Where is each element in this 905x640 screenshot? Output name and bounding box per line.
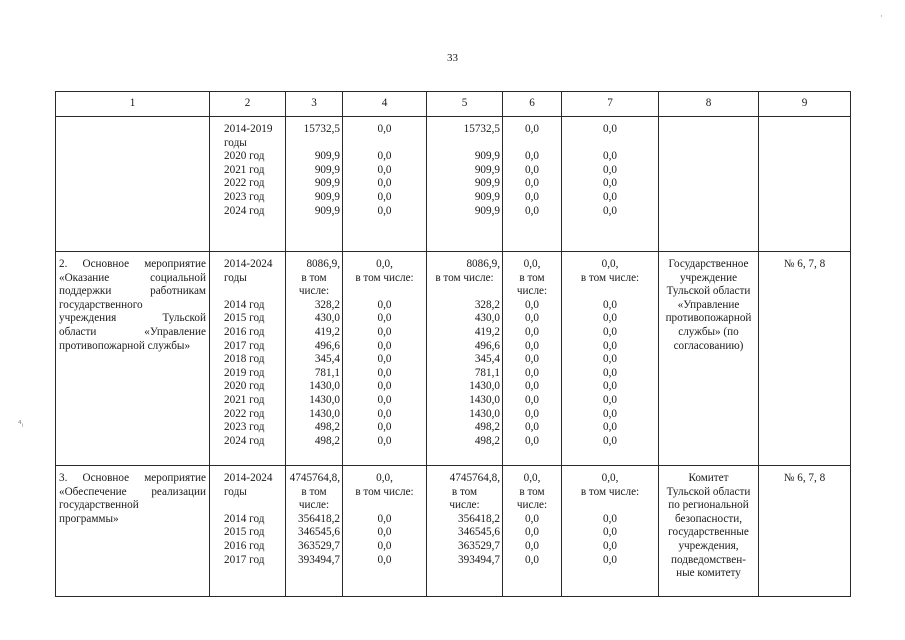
value: 0,0 — [377, 339, 392, 352]
cell-col6 — [503, 466, 562, 597]
spacer — [345, 499, 424, 513]
header-row — [56, 92, 851, 117]
value: 0,0 — [525, 366, 539, 379]
value: 0,0 — [603, 312, 617, 325]
value: 328,2 — [314, 298, 340, 311]
table-row — [56, 466, 851, 597]
total-caption: числе: — [298, 499, 330, 512]
total-caption: 4745764,8, — [449, 472, 500, 484]
value: 0,0 — [603, 366, 617, 379]
value: 393494,7 — [458, 553, 500, 566]
total-caption: 8086,9, — [466, 258, 500, 270]
executor-line: учреждение — [679, 271, 738, 284]
spacer — [224, 499, 281, 513]
value: 0,0 — [603, 512, 617, 525]
event-name-line: 3. Основное мероприятие — [59, 472, 206, 484]
cell-indicators — [759, 117, 851, 252]
spacer — [345, 137, 424, 151]
value: 909,9 — [474, 150, 500, 163]
value: 0,0 — [377, 353, 392, 366]
year-label: 2020 год — [224, 380, 265, 393]
value: 0,0 — [603, 553, 617, 566]
value: 909,9 — [474, 177, 500, 190]
header-col-8: 8 — [659, 92, 759, 117]
header-col-2: 2 — [210, 92, 286, 117]
executor-line: подведомствен- — [671, 553, 746, 566]
value: 496,6 — [314, 339, 340, 352]
event-name-line: государственной — [59, 499, 139, 512]
spacer — [345, 285, 424, 299]
value: 0,0 — [377, 204, 392, 217]
value: 0,0 — [377, 298, 392, 311]
cell-col4 — [343, 466, 427, 597]
value: 909,9 — [474, 163, 500, 176]
years-total-label: 2014-2024 — [224, 258, 273, 270]
value: 0,0 — [525, 407, 539, 420]
year-label: 2024 год — [224, 204, 265, 217]
value: 0,0 — [525, 380, 539, 393]
value: 0,0 — [377, 177, 392, 190]
executor-line: по региональной — [668, 499, 749, 512]
value: 498,2 — [474, 434, 500, 447]
value: 0,0 — [377, 421, 392, 434]
executor-line: Комитет — [688, 472, 729, 484]
value: 0,0 — [603, 421, 617, 434]
scan-mark: ⁴ᵢ — [18, 420, 24, 430]
cell-event-name — [56, 466, 210, 597]
executor-line: ные комитету — [676, 567, 741, 580]
value: 0,0 — [377, 393, 392, 406]
cell-executor — [659, 252, 759, 466]
value: 0,0 — [525, 298, 539, 311]
cell-col7 — [562, 252, 659, 466]
value: 363529,7 — [298, 539, 340, 552]
executor-line: безопасности, — [674, 512, 742, 525]
total-caption: 0,0, — [601, 258, 619, 270]
value: 0,0 — [525, 353, 539, 366]
value: 0,0 — [525, 434, 539, 447]
value: 430,0 — [314, 312, 340, 325]
value: 0,0 — [603, 339, 617, 352]
cell-col5 — [427, 252, 503, 466]
value: 0,0 — [603, 163, 617, 176]
value: 345,4 — [474, 353, 500, 366]
year-label: 2014 год — [224, 298, 265, 311]
value: 0,0 — [377, 434, 392, 447]
total-caption: в том числе: — [435, 271, 494, 284]
executor-line: службы» (по — [678, 325, 739, 338]
value: 781,1 — [474, 366, 500, 379]
year-label: 2018 год — [224, 353, 265, 366]
value: 1430,0 — [469, 407, 500, 420]
cell-executor — [659, 117, 759, 252]
value: 0,0 — [603, 393, 617, 406]
value: 909,9 — [474, 190, 500, 203]
spacer — [429, 285, 500, 299]
table-row — [56, 117, 851, 252]
year-label: 2021 год — [224, 393, 265, 406]
page-number: 33 — [447, 52, 458, 64]
table-row — [56, 252, 851, 466]
total-caption: в том — [519, 271, 545, 284]
spacer — [429, 137, 500, 151]
event-name-line: государственного — [59, 298, 143, 311]
value: 0,0 — [377, 407, 392, 420]
value: 419,2 — [314, 325, 340, 338]
value: 0,0 — [525, 539, 539, 552]
value: 0,0 — [377, 526, 392, 539]
executor-line: государственные — [668, 526, 749, 539]
value: 345,4 — [314, 353, 340, 366]
value: 0,0 — [603, 353, 617, 366]
event-name-line: противопожарной службы» — [59, 339, 191, 352]
event-name-line: учреждения Тульской — [59, 312, 206, 325]
year-label: 2024 год — [224, 434, 265, 447]
header-col-9: 9 — [759, 92, 851, 117]
spacer — [224, 285, 281, 299]
value: 15732,5 — [303, 123, 340, 135]
years-total-label: годы — [224, 485, 247, 498]
cell-col4 — [343, 117, 427, 252]
total-caption: в том — [301, 271, 327, 284]
event-name-line: «Обеспечение реализации — [59, 485, 206, 498]
value: 0,0 — [525, 312, 539, 325]
value: 0,0 — [377, 553, 392, 566]
value: 0,0 — [377, 325, 392, 338]
value: 0,0 — [603, 177, 617, 190]
value: 0,0 — [377, 312, 392, 325]
cell-col3 — [286, 466, 343, 597]
executor-line: Тульской области — [666, 285, 751, 298]
cell-executor — [659, 466, 759, 597]
cell-col4 — [343, 252, 427, 466]
cell-years — [210, 252, 286, 466]
year-label: 2022 год — [224, 177, 265, 190]
value: 0,0 — [377, 380, 392, 393]
total-caption: в том — [519, 485, 545, 498]
year-label: 2019 год — [224, 366, 265, 379]
cell-col5 — [427, 117, 503, 252]
total-caption: 0,0, — [523, 472, 541, 484]
cell-col3 — [286, 252, 343, 466]
value: 0,0 — [377, 190, 392, 203]
spacer — [564, 285, 656, 299]
event-name-line: поддержки работникам — [59, 285, 206, 298]
value: 430,0 — [474, 312, 500, 325]
value: 1430,0 — [469, 380, 500, 393]
value: 419,2 — [474, 325, 500, 338]
years-total-label: годы — [224, 271, 247, 284]
value: 0,0 — [525, 526, 539, 539]
value: 15732,5 — [463, 123, 500, 135]
total-caption: 4745764,8, — [289, 472, 340, 484]
program-table — [55, 91, 851, 597]
value: 0,0 — [525, 190, 539, 203]
year-label: 2014-2019 — [224, 123, 273, 135]
total-caption: 0,0, — [376, 258, 393, 270]
value: 1430,0 — [309, 407, 340, 420]
value: 0,0 — [525, 123, 539, 135]
value: 0,0 — [603, 526, 617, 539]
total-caption: в том — [451, 485, 478, 498]
cell-col6 — [503, 252, 562, 466]
header-col-1: 1 — [56, 92, 210, 117]
indicator-numbers: № 6, 7, 8 — [783, 472, 826, 484]
spacer — [564, 499, 656, 513]
value: 0,0 — [603, 204, 617, 217]
cell-col5 — [427, 466, 503, 597]
value: 1430,0 — [309, 393, 340, 406]
year-label: 2023 год — [224, 190, 265, 203]
cell-col6 — [503, 117, 562, 252]
value: 393494,7 — [298, 553, 340, 566]
value: 909,9 — [314, 190, 340, 203]
year-label: 2016 год — [224, 539, 265, 552]
value: 0,0 — [525, 163, 539, 176]
value: 0,0 — [377, 512, 392, 525]
total-caption: числе: — [449, 499, 480, 512]
year-label: 2022 год — [224, 407, 265, 420]
value: 0,0 — [377, 163, 392, 176]
header-col-3: 3 — [286, 92, 343, 117]
value: 0,0 — [603, 407, 617, 420]
years-total-label: 2014-2024 — [224, 472, 273, 484]
value: 0,0 — [603, 325, 617, 338]
year-label: 2016 год — [224, 325, 265, 338]
executor-line: «Управление — [677, 298, 740, 311]
value: 0,0 — [525, 325, 539, 338]
value: 346545,6 — [298, 526, 340, 539]
value: 1430,0 — [469, 393, 500, 406]
year-label: 2017 год — [224, 553, 265, 566]
value: 0,0 — [603, 150, 617, 163]
cell-indicators — [759, 466, 851, 597]
value: 909,9 — [314, 177, 340, 190]
total-caption: в том числе: — [580, 485, 640, 498]
year-label: 2015 год — [224, 312, 265, 325]
total-caption: в том числе: — [355, 271, 414, 284]
spacer — [288, 137, 340, 151]
executor-line: согласованию) — [673, 339, 744, 352]
value: 781,1 — [314, 366, 340, 379]
value: 0,0 — [525, 204, 539, 217]
spacer — [564, 137, 656, 151]
cell-years — [210, 117, 286, 252]
value: 1430,0 — [309, 380, 340, 393]
header-col-5: 5 — [427, 92, 503, 117]
event-name-line: «Оказание социальной — [59, 271, 206, 284]
value: 0,0 — [377, 150, 392, 163]
total-caption: 0,0, — [523, 258, 541, 270]
year-label: 2014 год — [224, 512, 265, 525]
year-label: 2023 год — [224, 421, 265, 434]
value: 0,0 — [377, 123, 392, 135]
value: 0,0 — [525, 421, 539, 434]
executor-line: Государственное — [668, 258, 749, 270]
cell-event-name — [56, 117, 210, 252]
executor-line: противопожарной — [665, 312, 752, 325]
scan-dot: · — [880, 12, 883, 22]
value: 909,9 — [474, 204, 500, 217]
value: 0,0 — [525, 177, 539, 190]
spacer — [505, 137, 559, 151]
total-caption: 0,0, — [376, 472, 393, 484]
year-label: 2017 год — [224, 339, 265, 352]
cell-col7 — [562, 117, 659, 252]
executor-line: Тульской области — [666, 485, 751, 498]
event-name-line: программы» — [59, 512, 119, 525]
event-name-line: области «Управление — [59, 325, 206, 338]
value: 0,0 — [525, 512, 539, 525]
value: 356418,2 — [458, 512, 500, 525]
year-label: 2015 год — [224, 526, 265, 539]
year-label: 2020 год — [224, 150, 265, 163]
value: 0,0 — [525, 150, 539, 163]
value: 498,2 — [474, 421, 500, 434]
cell-col7 — [562, 466, 659, 597]
value: 0,0 — [603, 190, 617, 203]
total-caption: числе: — [298, 285, 330, 298]
value: 909,9 — [314, 163, 340, 176]
total-caption: в том — [301, 485, 327, 498]
value: 328,2 — [474, 298, 500, 311]
value: 0,0 — [525, 553, 539, 566]
value: 0,0 — [525, 393, 539, 406]
total-caption: в том числе: — [355, 485, 414, 498]
header-col-7: 7 — [562, 92, 659, 117]
cell-indicators — [759, 252, 851, 466]
value: 0,0 — [603, 123, 617, 135]
value: 356418,2 — [298, 512, 340, 525]
value: 363529,7 — [458, 539, 500, 552]
value: 0,0 — [377, 366, 392, 379]
value: 0,0 — [603, 380, 617, 393]
value: 498,2 — [314, 421, 340, 434]
header-col-6: 6 — [503, 92, 562, 117]
value: 496,6 — [474, 339, 500, 352]
total-caption: 0,0, — [601, 472, 619, 484]
value: 0,0 — [603, 298, 617, 311]
value: 0,0 — [603, 434, 617, 447]
total-caption: в том числе: — [580, 271, 640, 284]
value: 346545,6 — [458, 526, 500, 539]
value: 0,0 — [525, 339, 539, 352]
cell-years — [210, 466, 286, 597]
indicator-numbers: № 6, 7, 8 — [783, 258, 826, 270]
year-label: годы — [224, 136, 247, 149]
value: 498,2 — [314, 434, 340, 447]
total-caption: 8086,9, — [306, 258, 340, 270]
value: 909,9 — [314, 204, 340, 217]
cell-event-name — [56, 252, 210, 466]
cell-col3 — [286, 117, 343, 252]
event-name-line: 2. Основное мероприятие — [59, 258, 206, 270]
total-caption: числе: — [516, 499, 548, 512]
year-label: 2021 год — [224, 163, 265, 176]
total-caption: числе: — [516, 285, 548, 298]
value: 909,9 — [314, 150, 340, 163]
header-col-4: 4 — [343, 92, 427, 117]
value: 0,0 — [603, 539, 617, 552]
executor-line: учреждения, — [678, 539, 739, 552]
value: 0,0 — [377, 539, 392, 552]
